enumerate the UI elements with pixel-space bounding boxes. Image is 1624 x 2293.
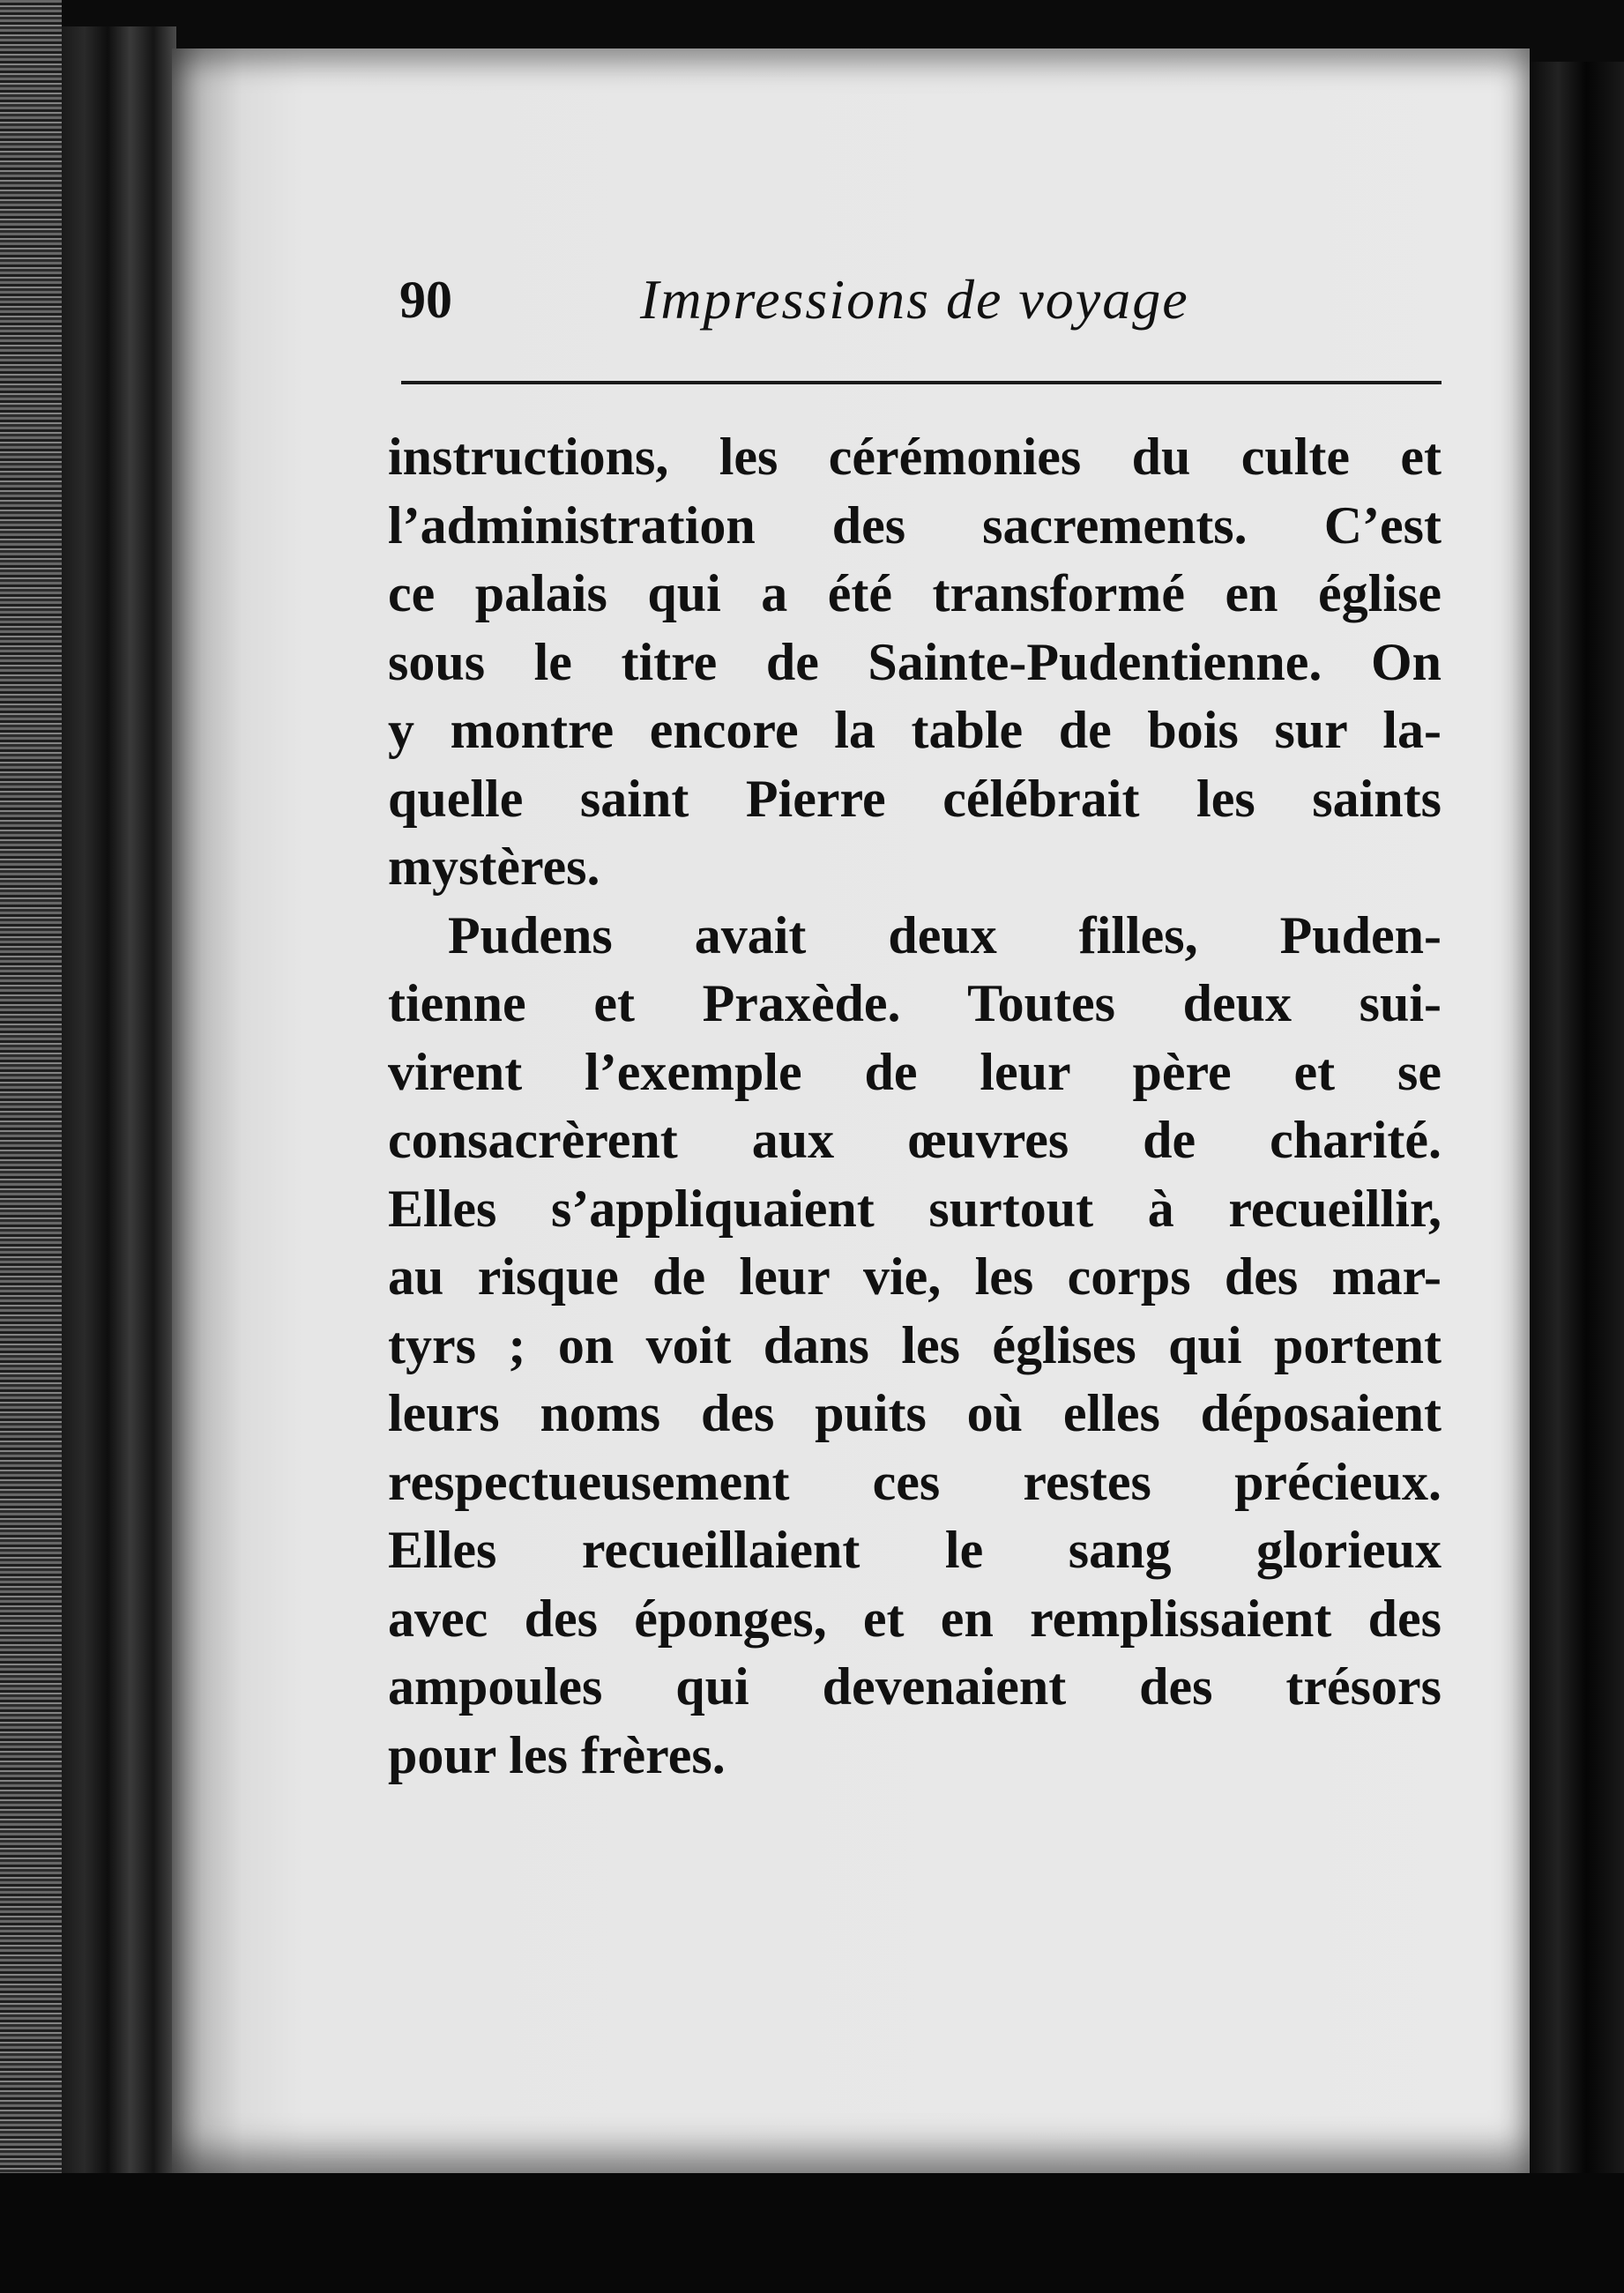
page-number: 90	[399, 271, 452, 329]
text-line: tyrs ; on voit dans les églises qui portent	[388, 1315, 1441, 1374]
text-line: Elles recueillaient le sang glorieux	[388, 1521, 1441, 1579]
text-line: virent l’exemple de leur père et se	[388, 1042, 1441, 1101]
text-line: ce palais qui a été transformé en église	[388, 564, 1441, 622]
text-line: tienne et Praxède. Toutes deux sui-	[388, 974, 1441, 1032]
scan-bottom-edge	[0, 2173, 1624, 2293]
text-line: respectueusement ces restes précieux.	[388, 1452, 1441, 1511]
book-binding	[62, 26, 176, 2213]
running-head	[227, 264, 1435, 335]
text-line: Pudens avait deux filles, Puden-	[448, 905, 1441, 964]
text-line: mystères.	[388, 838, 600, 896]
text-line: leurs noms des puits où elles déposaient	[388, 1384, 1441, 1442]
text-line: y montre encore la table de bois sur la-	[388, 701, 1441, 759]
scan-right-edge	[1530, 62, 1624, 2293]
text-line: consacrèrent aux œuvres de charité.	[388, 1111, 1441, 1169]
text-line: Elles s’appliquaient surtout à recueillir,	[388, 1179, 1441, 1238]
text-line: pour les frères.	[388, 1725, 726, 1784]
running-title: Impressions de voyage	[640, 268, 1189, 331]
scan-left-edge	[0, 0, 62, 2293]
text-line: instructions, les cérémonies du culte et	[388, 428, 1441, 486]
text-line: avec des éponges, et en remplissaient des	[388, 1589, 1441, 1648]
body-text	[388, 423, 1441, 1790]
header-rule	[401, 381, 1441, 384]
text-line: au risque de leur vie, les corps des mar-	[388, 1247, 1441, 1306]
text-line: sous le titre de Sainte-Pudentienne. On	[388, 632, 1441, 691]
text-line: l’administration des sacrements. C’est	[388, 495, 1441, 555]
text-line: ampoules qui devenaient des trésors	[388, 1657, 1441, 1716]
text-line: quelle saint Pierre célébrait les saints	[388, 769, 1441, 828]
